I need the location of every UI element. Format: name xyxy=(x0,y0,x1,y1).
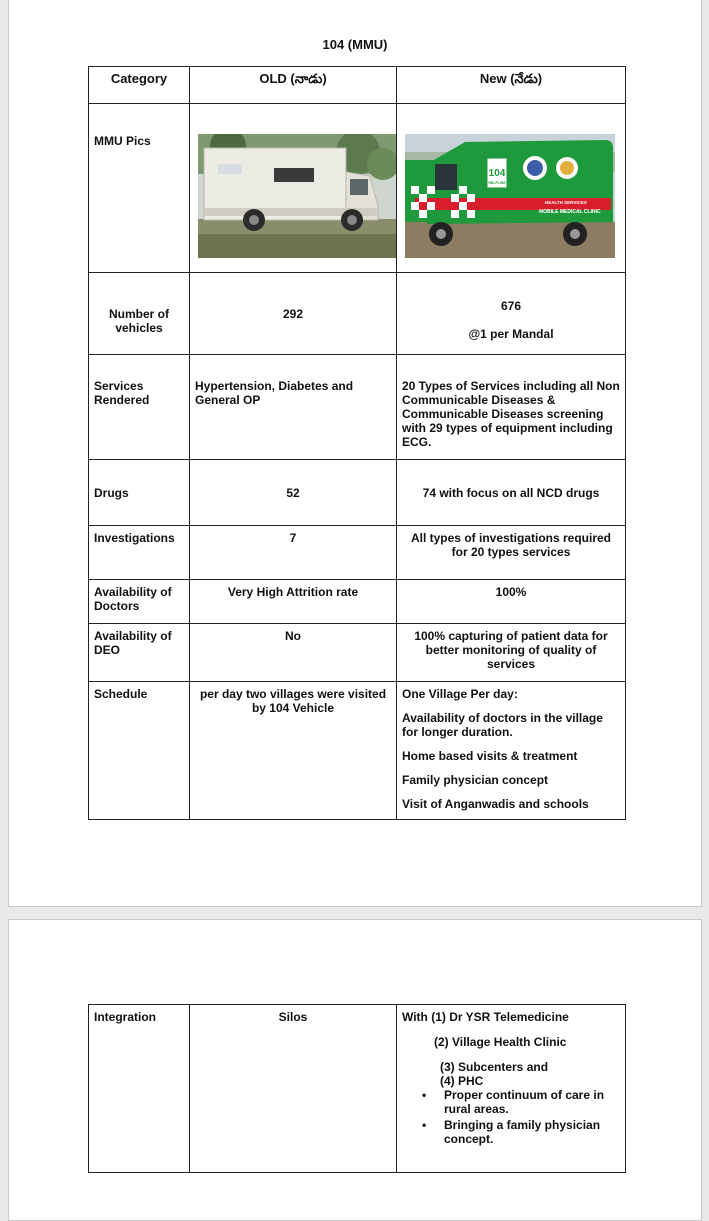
old-van-image xyxy=(198,134,396,258)
old-deo: No xyxy=(190,624,397,682)
table-row-integration xyxy=(89,1005,626,1173)
new-drugs: 74 with focus on all NCD drugs xyxy=(397,460,626,526)
schedule-item: One Village Per day: xyxy=(402,687,518,701)
header-new: New (నేడు) xyxy=(397,67,626,104)
new-van-image xyxy=(405,134,615,258)
table-row-doctors xyxy=(89,580,626,624)
row-label-pics: MMU Pics xyxy=(89,104,190,273)
table-row-services xyxy=(89,355,626,460)
comparison-table xyxy=(88,66,626,820)
van-text-mobile-clinic: MOBILE MEDICAL CLINIC xyxy=(539,209,601,215)
table-row-vehicles xyxy=(89,273,626,355)
list-item: • Proper continuum of care in rural areas. xyxy=(402,1088,620,1116)
header-old: OLD (నాడు) xyxy=(190,67,397,104)
header-category: Category xyxy=(89,67,190,104)
row-label-drugs: Drugs xyxy=(89,460,190,526)
old-vehicles: 292 xyxy=(190,273,397,355)
old-investigations: 7 xyxy=(190,526,397,580)
page-title: 104 (MMU) xyxy=(322,37,388,52)
van-badge-number: 104 xyxy=(488,168,506,179)
old-services: Hypertension, Diabetes and General OP xyxy=(190,355,397,460)
new-services: 20 Types of Services including all Non Communicable Diseases & Communicable Diseases screening with 29 types of equipment including ECG. xyxy=(397,355,626,460)
schedule-item: Visit of Anganwadis and schools xyxy=(402,797,589,811)
table-row-deo xyxy=(89,624,626,682)
new-vehicles xyxy=(397,273,626,355)
row-label-vehicles: Number of vehicles xyxy=(89,273,190,355)
new-vehicles-note: @1 per Mandal xyxy=(468,327,554,341)
integration-line: (3) Subcenters and xyxy=(440,1060,549,1074)
document-page-1 xyxy=(8,0,702,907)
old-integration: Silos xyxy=(190,1005,397,1173)
row-label-integration: Integration xyxy=(89,1005,190,1173)
old-doctors: Very High Attrition rate xyxy=(190,580,397,624)
new-doctors: 100% xyxy=(397,580,626,624)
van-text-health-services: HEALTH SERVICES xyxy=(545,200,587,205)
row-label-schedule: Schedule xyxy=(89,682,190,820)
integration-line: With (1) Dr YSR Telemedicine xyxy=(402,1010,569,1024)
old-schedule: per day two villages were visited by 104 Vehicle xyxy=(190,682,397,820)
integration-table xyxy=(88,1004,626,1173)
header-row xyxy=(89,67,626,104)
new-schedule xyxy=(397,682,626,820)
table-row-pics xyxy=(89,104,626,273)
table-row-schedule xyxy=(89,682,626,820)
new-integration xyxy=(397,1005,626,1173)
integration-line: (2) Village Health Clinic xyxy=(434,1035,567,1049)
row-label-deo: Availability of DEO xyxy=(89,624,190,682)
row-label-investigations: Investigations xyxy=(89,526,190,580)
schedule-item: Home based visits & treatment xyxy=(402,749,578,763)
document-page-2 xyxy=(8,919,702,1221)
old-drugs: 52 xyxy=(190,460,397,526)
new-deo: 100% capturing of patient data for better monitoring of quality of services xyxy=(397,624,626,682)
integration-bullets xyxy=(402,1088,620,1146)
schedule-item: Family physician concept xyxy=(402,773,549,787)
van-badge-sub: HELPLINE xyxy=(488,181,506,185)
new-van-photo xyxy=(397,104,626,273)
list-item: • Bringing a family physician concept. xyxy=(402,1118,620,1146)
row-label-services: Services Rendered xyxy=(89,355,190,460)
table-row-drugs xyxy=(89,460,626,526)
table-row-investigations xyxy=(89,526,626,580)
new-vehicles-count: 676 xyxy=(500,299,522,313)
schedule-item: Availability of doctors in the village for longer duration. xyxy=(402,711,603,739)
integration-line: (4) PHC xyxy=(440,1074,484,1088)
row-label-doctors: Availability of Doctors xyxy=(89,580,190,624)
old-van-photo xyxy=(190,104,397,273)
new-investigations: All types of investigations required for 20 types services xyxy=(397,526,626,580)
